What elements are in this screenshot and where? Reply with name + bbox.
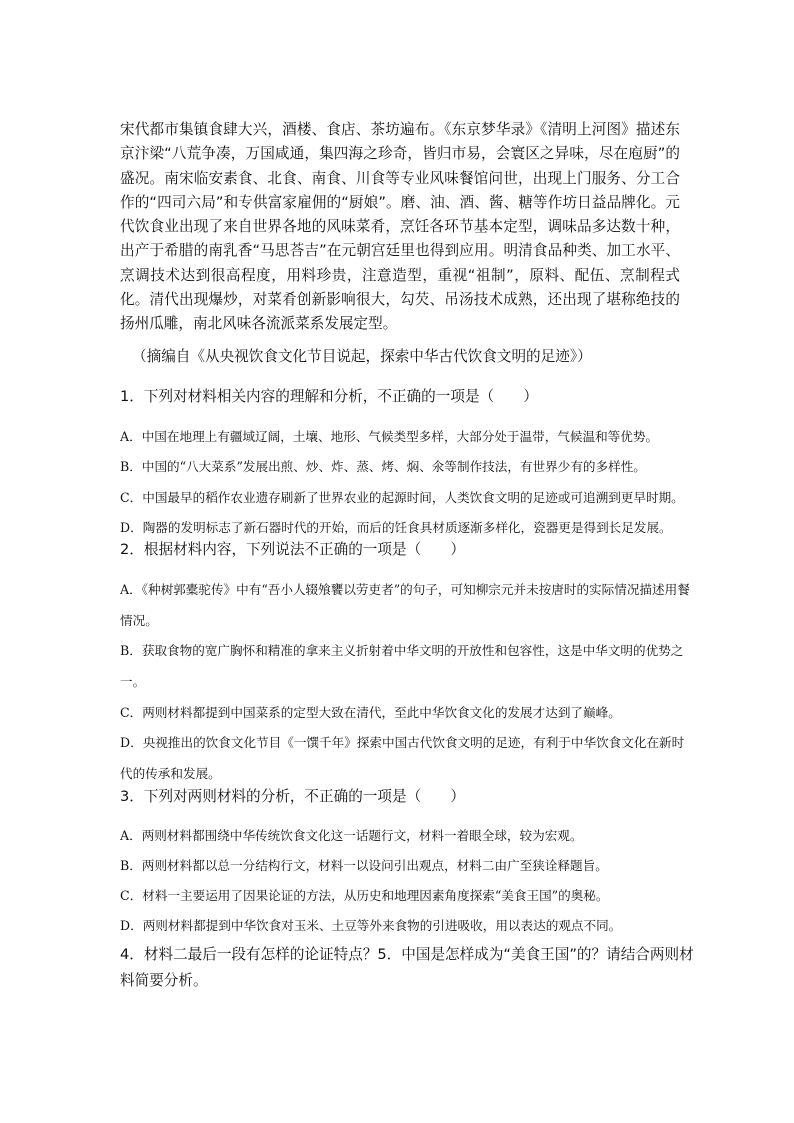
question-3-option-d: D．两则材料都提到中华饮食对玉米、土豆等外来食物的引进吸收，用以表达的观点不同。 (120, 918, 622, 933)
question-1-option-d: D．陶器的发明标志了新石器时代的开始，而后的饪食具材质逐渐多样化，瓷器更是得到长足发展。 (120, 520, 672, 535)
question-2-stem: 2．根据材料内容，下列说法不正确的一项是（ ） (120, 541, 465, 558)
question-3-stem: 3．下列对两则材料的分析，不正确的一项是（ ） (120, 788, 465, 805)
question-2-option-a: A．《种树郭橐驼传》中有“吾小人辍飧饔以劳吏者”的句子，可知柳宗元并未按唐时的实际情况描述用餐情况。 (120, 582, 690, 628)
question-3-option-b: B．两则材料都以总一分结构行文，材料一以设问引出观点，材料二由广至狭诠释题旨。 (120, 858, 608, 873)
questions-4-5: 4．材料二最后一段有怎样的论证特点？5．中国是怎样成为“美食王国”的？请结合两则材料简要分析。 (120, 946, 694, 989)
source-citation: （摘编自《从央视饮食文化节目说起，探索中华古代饮食文明的足迹》） (132, 348, 592, 365)
question-1-option-a: A．中国在地理上有疆域辽阔，土壤、地形、气候类型多样，大部分处于温带，气候温和等优势。 (120, 429, 659, 444)
question-1-stem: 1．下列对材料相关内容的理解和分析，不正确的一项是（ ） (120, 388, 538, 405)
question-3-option-c: C．材料一主要运用了因果论证的方法，从历史和地理因素角度探索“美食王国”的奥秘。 (120, 888, 609, 903)
question-2-option-d: D．央视推出的饮食文化节目《一馔千年》探索中国古代饮食文明的足迹，有利于中华饮食文化在新时代的传承和发展。 (120, 735, 685, 781)
question-2-option-b: B．获取食物的宽广胸怀和精准的拿来主义折射着中华文明的开放性和包容性，这是中华文明的优势之一。 (120, 643, 684, 689)
question-2-option-c: C．两则材料都提到中国菜系的定型大致在清代，至此中华饮食文化的发展才达到了巅峰。 (120, 705, 621, 720)
question-1-option-b: B．中国的“八大菜系”发展出煎、炒、炸、蒸、烤、焖、氽等制作技法，有世界少有的多样性。 (120, 459, 646, 474)
question-3-option-a: A．两则材料都围绕中华传统饮食文化这一话题行文，材料一着眼全球，较为宏观。 (120, 828, 583, 843)
question-1-option-c: C．中国最早的稻作农业遗存刷新了世界农业的起源时间，人类饮食文明的足迹或可追溯到更早时期。 (120, 490, 684, 505)
passage-text: 宋代都市集镇食肆大兴，酒楼、食店、茶坊遍布。《东京梦华录》《清明上河图》描述东京汴梁“八荒争凑，万国咸通，集四海之珍奇，皆归市易，会寰区之异味，尽在庖厨”的盛况。南宋临安素食、北食、南食、川食等专业风味餐馆问世，出现上门服务、分工合作的“四司六局”和专供富家雇佣的“厨娘”。磨、油、酒、酱、糖等作坊日益品牌化。元代饮食业出现了来自世界各地的风味菜肴，烹饪各环节基本定型，调味品多达数十种，出产于希腊的南乳香“马思荅吉”在元朝宫廷里也得到应用。明清食品种类、加工水平、烹调技术达到很高程度，用料珍贵，注意造型，重视“祖制”，原料、配伍、烹制程式化。清代出现爆炒，对菜肴创新影响很大，勾芡、吊汤技术成熟，还出现了堪称绝技的扬州瓜雕，南北风味各流派菜系发展定型。 (120, 121, 680, 333)
